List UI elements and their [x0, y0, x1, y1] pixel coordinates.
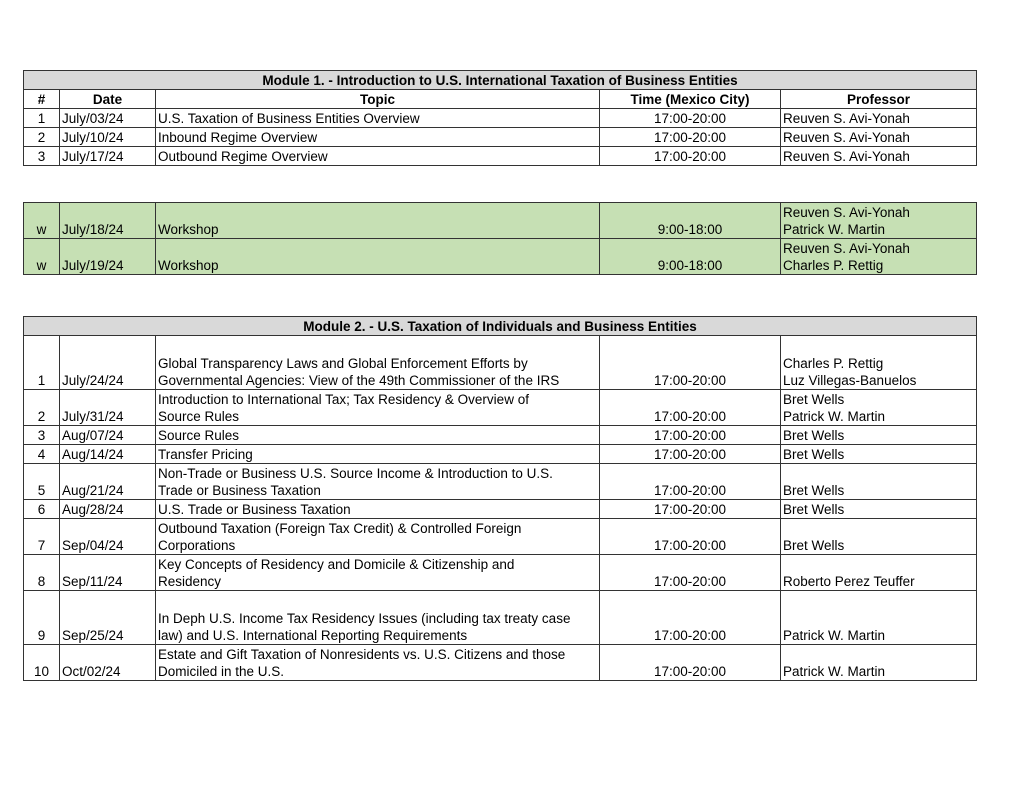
module-1-table: [23, 70, 977, 166]
professor-name: Reuven S. Avi-Yonah: [783, 205, 910, 220]
topic-line: Residency: [158, 574, 222, 589]
session-professor: [781, 591, 977, 645]
topic-line: Key Concepts of Residency and Domicile & Citizenship and: [158, 557, 515, 572]
session-date: July/18/24: [60, 203, 156, 239]
session-date: Aug/28/24: [60, 500, 156, 519]
header-date: Date: [60, 90, 156, 109]
session-number: 1: [24, 336, 60, 390]
session-time: 17:00-20:00: [600, 128, 781, 147]
header-professor: Professor: [781, 90, 977, 109]
session-topic: [156, 239, 600, 275]
topic-line: In Deph U.S. Income Tax Residency Issues (including tax treaty case: [158, 611, 571, 626]
session-professor: [781, 109, 977, 128]
session-professor: [781, 555, 977, 591]
topic-line: Governmental Agencies: View of the 49th Commissioner of the IRS: [158, 373, 560, 388]
session-time: 17:00-20:00: [600, 445, 781, 464]
session-number: 3: [24, 147, 60, 166]
session-date: July/19/24: [60, 239, 156, 275]
topic-line: U.S. Taxation of Business Entities Overview: [158, 111, 420, 126]
session-date: Sep/04/24: [60, 519, 156, 555]
module-1-row: [24, 109, 977, 128]
professor-name: Roberto Perez Teuffer: [783, 574, 915, 589]
session-topic: [156, 147, 600, 166]
professor-name: Patrick W. Martin: [783, 628, 886, 643]
session-time: 17:00-20:00: [600, 519, 781, 555]
session-time: 17:00-20:00: [600, 336, 781, 390]
session-date: July/24/24: [60, 336, 156, 390]
header-topic: Topic: [156, 90, 600, 109]
session-number: 7: [24, 519, 60, 555]
session-number: 9: [24, 591, 60, 645]
professor-name: Bret Wells: [783, 392, 845, 407]
session-topic: [156, 336, 600, 390]
module-2-row: [24, 500, 977, 519]
module-1-row: [24, 128, 977, 147]
professor-name: Patrick W. Martin: [783, 409, 886, 424]
session-number: 4: [24, 445, 60, 464]
session-number: 8: [24, 555, 60, 591]
professor-name: Bret Wells: [783, 538, 845, 553]
session-topic: [156, 445, 600, 464]
topic-line: Outbound Taxation (Foreign Tax Credit) & Controlled Foreign: [158, 521, 522, 536]
session-number: 3: [24, 426, 60, 445]
session-date: July/31/24: [60, 390, 156, 426]
professor-name: Charles P. Rettig: [783, 356, 884, 371]
session-professor: [781, 645, 977, 681]
topic-line: Domiciled in the U.S.: [158, 664, 285, 679]
session-time: 9:00-18:00: [600, 239, 781, 275]
topic-line: Estate and Gift Taxation of Nonresidents vs. U.S. Citizens and those: [158, 647, 566, 662]
topic-line: Source Rules: [158, 428, 240, 443]
session-date: Sep/11/24: [60, 555, 156, 591]
session-date: July/10/24: [60, 128, 156, 147]
topic-line: Global Transparency Laws and Global Enforcement Efforts by: [158, 356, 528, 371]
session-professor: [781, 147, 977, 166]
session-professor: [781, 239, 977, 275]
session-professor: [781, 426, 977, 445]
module-2-title-row: [24, 317, 977, 336]
session-topic: [156, 555, 600, 591]
professor-name: Bret Wells: [783, 502, 845, 517]
session-time: 17:00-20:00: [600, 555, 781, 591]
module-2-row: [24, 645, 977, 681]
module-2-row: [24, 519, 977, 555]
professor-name: Charles P. Rettig: [783, 258, 884, 273]
session-date: Aug/21/24: [60, 464, 156, 500]
session-professor: [781, 336, 977, 390]
professor-name: Patrick W. Martin: [783, 222, 886, 237]
session-date: July/17/24: [60, 147, 156, 166]
professor-name: Patrick W. Martin: [783, 664, 886, 679]
topic-line: Source Rules: [158, 409, 240, 424]
module-2-row: [24, 390, 977, 426]
session-topic: [156, 500, 600, 519]
session-number: w: [24, 239, 60, 275]
session-professor: [781, 464, 977, 500]
session-date: July/03/24: [60, 109, 156, 128]
module-2-row: [24, 336, 977, 390]
session-number: 2: [24, 128, 60, 147]
session-topic: [156, 109, 600, 128]
professor-name: Reuven S. Avi-Yonah: [783, 130, 910, 145]
session-number: w: [24, 203, 60, 239]
session-professor: [781, 390, 977, 426]
session-topic: [156, 390, 600, 426]
module-2-row: [24, 426, 977, 445]
session-topic: [156, 203, 600, 239]
topic-line: Outbound Regime Overview: [158, 149, 328, 164]
topic-line: Transfer Pricing: [158, 447, 253, 462]
topic-line: Workshop: [158, 258, 219, 273]
module-2-row: [24, 445, 977, 464]
topic-line: Introduction to International Tax; Tax Residency & Overview of: [158, 392, 529, 407]
topic-line: Workshop: [158, 222, 219, 237]
professor-name: Luz Villegas-Banuelos: [783, 373, 917, 388]
session-number: 10: [24, 645, 60, 681]
session-topic: [156, 128, 600, 147]
session-date: Aug/14/24: [60, 445, 156, 464]
session-professor: [781, 203, 977, 239]
session-professor: [781, 128, 977, 147]
header-num: #: [24, 90, 60, 109]
module-2-row: [24, 464, 977, 500]
module-2-table: [23, 316, 977, 681]
workshop-table: [23, 202, 977, 275]
topic-line: Inbound Regime Overview: [158, 130, 318, 145]
session-time: 17:00-20:00: [600, 464, 781, 500]
header-time: Time (Mexico City): [600, 90, 781, 109]
module-1-title-row: [24, 71, 977, 90]
session-time: 17:00-20:00: [600, 645, 781, 681]
professor-name: Reuven S. Avi-Yonah: [783, 149, 910, 164]
session-time: 17:00-20:00: [600, 500, 781, 519]
session-professor: [781, 500, 977, 519]
module-1-row: [24, 147, 977, 166]
session-time: 17:00-20:00: [600, 591, 781, 645]
session-number: 1: [24, 109, 60, 128]
session-number: 5: [24, 464, 60, 500]
session-professor: [781, 445, 977, 464]
professor-name: Bret Wells: [783, 483, 845, 498]
module-2-row: [24, 591, 977, 645]
topic-line: Trade or Business Taxation: [158, 483, 321, 498]
professor-name: Reuven S. Avi-Yonah: [783, 241, 910, 256]
session-date: Oct/02/24: [60, 645, 156, 681]
session-time: 17:00-20:00: [600, 390, 781, 426]
module-1-title: Module 1. - Introduction to U.S. International Taxation of Business Entities: [24, 71, 977, 90]
session-time: 17:00-20:00: [600, 109, 781, 128]
session-topic: [156, 464, 600, 500]
column-header-row: [24, 90, 977, 109]
session-time: 17:00-20:00: [600, 147, 781, 166]
session-date: Aug/07/24: [60, 426, 156, 445]
topic-line: Corporations: [158, 538, 236, 553]
module-2-row: [24, 555, 977, 591]
session-date: Sep/25/24: [60, 591, 156, 645]
session-professor: [781, 519, 977, 555]
session-topic: [156, 519, 600, 555]
topic-line: law) and U.S. International Reporting Requirements: [158, 628, 468, 643]
session-number: 2: [24, 390, 60, 426]
workshop-row: [24, 239, 977, 275]
module-2-title: Module 2. - U.S. Taxation of Individuals and Business Entities: [24, 317, 977, 336]
professor-name: Bret Wells: [783, 428, 845, 443]
workshop-row: [24, 203, 977, 239]
session-topic: [156, 591, 600, 645]
session-topic: [156, 645, 600, 681]
topic-line: U.S. Trade or Business Taxation: [158, 502, 351, 517]
session-number: 6: [24, 500, 60, 519]
session-time: 9:00-18:00: [600, 203, 781, 239]
session-time: 17:00-20:00: [600, 426, 781, 445]
professor-name: Bret Wells: [783, 447, 845, 462]
professor-name: Reuven S. Avi-Yonah: [783, 111, 910, 126]
topic-line: Non-Trade or Business U.S. Source Income & Introduction to U.S.: [158, 466, 553, 481]
session-topic: [156, 426, 600, 445]
